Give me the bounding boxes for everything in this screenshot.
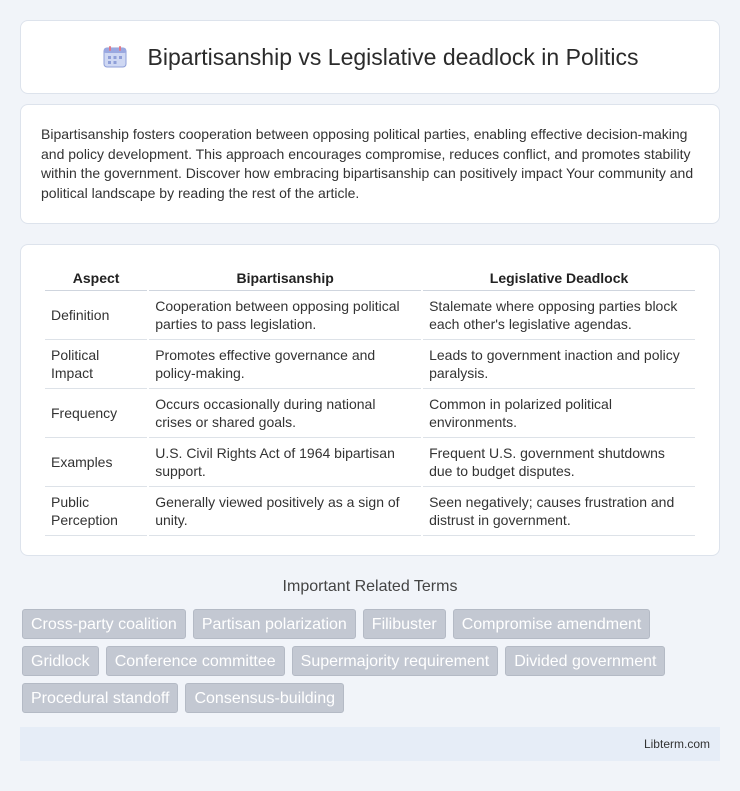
header-legislative-deadlock: Legislative Deadlock: [423, 265, 695, 291]
row-legislative-deadlock: Frequent U.S. government shutdowns due to budget disputes.: [423, 438, 695, 487]
row-legislative-deadlock: Stalemate where opposing parties block each other's legislative agendas.: [423, 291, 695, 340]
table-header-row: [45, 265, 695, 291]
table-row: [45, 487, 695, 536]
related-term-tag[interactable]: Compromise amendment: [453, 609, 651, 639]
table-row: [45, 291, 695, 340]
row-bipartisanship: Cooperation between opposing political parties to pass legislation.: [149, 291, 421, 340]
related-term-tag[interactable]: Cross-party coalition: [22, 609, 186, 639]
header-bipartisanship: Bipartisanship: [149, 265, 421, 291]
related-terms-list: [22, 609, 722, 713]
table-row: [45, 438, 695, 487]
related-term-tag[interactable]: Gridlock: [22, 646, 99, 676]
row-bipartisanship: Generally viewed positively as a sign of unity.: [149, 487, 421, 536]
related-term-tag[interactable]: Filibuster: [363, 609, 446, 639]
related-term-tag[interactable]: Consensus-building: [185, 683, 344, 713]
calendar-icon: [102, 45, 128, 69]
row-aspect: Public Perception: [45, 487, 147, 536]
related-term-tag[interactable]: Supermajority requirement: [292, 646, 499, 676]
related-term-tag[interactable]: Procedural standoff: [22, 683, 178, 713]
page-title: Bipartisanship vs Legislative deadlock in Politics: [147, 43, 639, 70]
row-aspect: Definition: [45, 291, 147, 340]
footer: [20, 727, 720, 761]
comparison-table-card: [20, 244, 720, 556]
row-bipartisanship: U.S. Civil Rights Act of 1964 bipartisan support.: [149, 438, 421, 487]
row-aspect: Frequency: [45, 389, 147, 438]
row-aspect: Political Impact: [45, 340, 147, 389]
related-term-tag[interactable]: Partisan polarization: [193, 609, 356, 639]
row-legislative-deadlock: Seen negatively; causes frustration and distrust in government.: [423, 487, 695, 536]
row-bipartisanship: Promotes effective governance and policy-making.: [149, 340, 421, 389]
footer-site-link[interactable]: Libterm.com: [643, 737, 710, 751]
intro-text: Bipartisanship fosters cooperation between opposing political parties, enabling effective decision-making and policy development. This approach encourages compromise, reduces conflict, and promotes stability within the government. Discover how embracing bipartisanship can positively impact Your community and political landscape by reading the rest of the article.: [41, 126, 694, 201]
row-legislative-deadlock: Common in polarized political environments.: [423, 389, 695, 438]
row-bipartisanship: Occurs occasionally during national crises or shared goals.: [149, 389, 421, 438]
related-term-tag[interactable]: Conference committee: [106, 646, 285, 676]
related-terms-title: Important Related Terms: [282, 578, 458, 595]
comparison-table: [43, 265, 697, 536]
table-row: [45, 389, 695, 438]
table-row: [45, 340, 695, 389]
header-aspect: Aspect: [45, 265, 147, 291]
intro-card: [20, 104, 720, 224]
row-legislative-deadlock: Leads to government inaction and policy paralysis.: [423, 340, 695, 389]
related-term-tag[interactable]: Divided government: [505, 646, 665, 676]
header-card: [20, 20, 720, 94]
row-aspect: Examples: [45, 438, 147, 487]
